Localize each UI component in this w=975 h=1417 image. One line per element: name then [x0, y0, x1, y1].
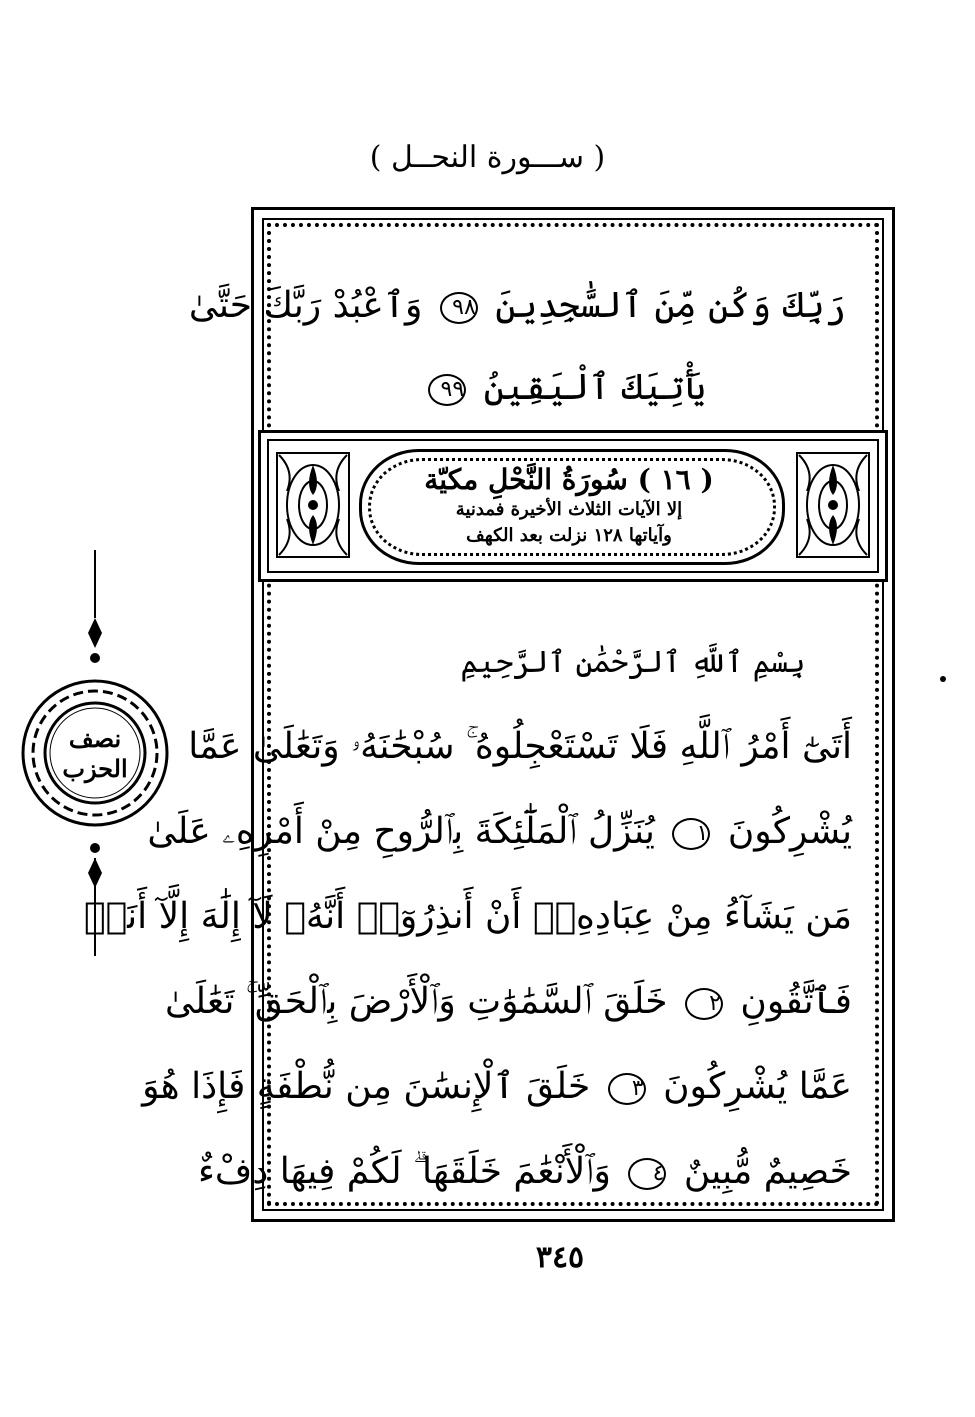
verse-line: أَتَىٰٓ أَمْرُ ٱللَّهِ فَلَا تَسْتَعْجِلُوهُ ۚ سُبْحَٰنَهُۥ وَتَعَٰلَىٰ عَمَّا	[188, 726, 852, 767]
ayah-number-marker: ٢	[685, 988, 723, 1020]
ayah-number-marker: ٣	[608, 1073, 646, 1105]
ayah-number-marker: ٩٩	[428, 374, 466, 406]
ayah-number-marker: ٤	[628, 1158, 666, 1190]
ayah-number-marker: ٩٨	[440, 292, 478, 324]
verse-line: خَصِيمٌ مُّبِينٌ ٤ وَٱلْأَنْعَٰمَ خَلَقَهَا ۗ لَكُمْ فِيهَا دِفْءٌ	[197, 1151, 852, 1192]
hizb-marker-label: نصف الحزب	[62, 724, 128, 783]
surah-revelation-note: إلا الآيات الثلاث الأخيرة فمدنية	[455, 499, 683, 520]
previous-surah-text-panel	[188, 227, 874, 427]
verse-line: فَٱتَّقُونِ ٢ خَلَقَ ٱلسَّمَٰوَٰتِ وَٱلْأَرْضَ بِٱلْحَقِّ ۚ تَعَٰلَىٰ	[165, 981, 852, 1022]
verse-line: عَمَّا يُشْرِكُونَ ٣ خَلَقَ ٱلْإِنسَٰنَ مِن نُّطْفَةٍ فَإِذَا هُوَ	[142, 1066, 852, 1107]
ayah-number-marker: ١	[672, 818, 710, 850]
verse-line: يَأْتِيَكَ ٱلْيَقِينُ ٩٩	[300, 347, 846, 429]
basmala: بِسْمِ ٱللَّهِ ٱلرَّحْمَٰنِ ٱلرَّحِيمِ	[460, 645, 806, 680]
floral-ornament-icon	[275, 451, 351, 559]
surah-info	[371, 463, 767, 549]
surah-running-header: ( ســـورة النحــل )	[369, 140, 606, 175]
surah-verse-count: وآياتها ١٢٨ نزلت بعد الكهف	[466, 525, 672, 546]
floral-ornament-icon	[795, 451, 871, 559]
margin-dot	[940, 676, 946, 682]
surah-title-banner	[258, 430, 888, 582]
verse-line: يُشْرِكُونَ ١ يُنَزِّلُ ٱلْمَلَٰٓئِكَةَ بِٱلرُّوحِ مِنْ أَمْرِهِۦ عَلَىٰ	[147, 811, 852, 852]
verse-line: رَبِّكَ وَكُن مِّنَ ٱلسَّٰجِدِينَ ٩٨ وَٱعْبُدْ رَبَّكَ حَتَّىٰ	[188, 285, 846, 326]
page-number: ٣٤٥	[535, 1240, 585, 1275]
verse-line: مَن يَشَآءُ مِنْ عِبَادِهِۦٓ أَنْ أَنذِرُوٓا۟ أَنَّهُۥ لَآ إِلَٰهَ إِلَّآ أَنَا۠	[83, 896, 852, 937]
surah-title: ( ١٦ ) سُورَةُ النَّحْلِ مكيّة	[424, 463, 714, 496]
